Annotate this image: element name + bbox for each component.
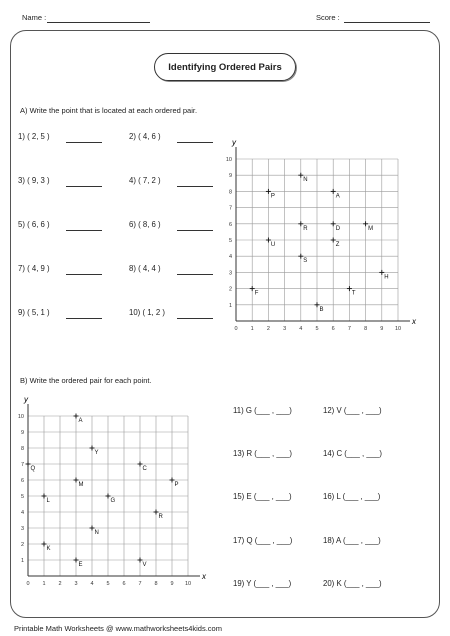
section-b-instruction: B) Write the ordered pair for each point.	[20, 376, 152, 385]
ordered-pair: ( 4, 4 )	[135, 264, 161, 273]
x-tick-label: 10	[394, 326, 402, 332]
y-tick-label: 9	[20, 430, 24, 436]
question-a-5	[18, 220, 50, 229]
question-b-20	[323, 579, 382, 588]
point-letter: V	[334, 406, 344, 415]
ordered-pair: ( 2, 5 )	[24, 132, 50, 141]
x-tick-label: 6	[122, 581, 126, 587]
x-tick-label: 4	[299, 326, 303, 332]
x-axis-label: x	[202, 572, 206, 581]
point-letter: K	[334, 579, 344, 588]
question-number: 3)	[18, 176, 25, 185]
question-a-7	[18, 264, 50, 273]
answer-line[interactable]	[177, 142, 213, 143]
x-tick-label: 5	[106, 581, 110, 587]
x-tick-label: 10	[184, 581, 192, 587]
question-b-18	[323, 536, 381, 545]
point-letter: R	[244, 449, 255, 458]
x-tick-label: 4	[90, 581, 94, 587]
point-n-label: N	[94, 530, 99, 536]
question-a-2	[129, 132, 161, 141]
x-tick-label: 6	[331, 326, 335, 332]
point-m-label: M	[368, 225, 374, 232]
question-number: 20)	[323, 579, 335, 588]
point-b-label: B	[319, 306, 324, 313]
y-tick-label: 3	[20, 526, 24, 532]
question-b-12	[323, 406, 382, 415]
y-axis-label: y	[232, 138, 236, 147]
name-label: Name :	[22, 13, 47, 22]
point-p-label: P	[270, 193, 275, 200]
x-tick-label: 7	[347, 326, 351, 332]
question-number: 11)	[233, 406, 244, 415]
question-number: 13)	[233, 449, 245, 458]
question-b-16	[323, 492, 380, 501]
point-y-label: Y	[94, 450, 99, 456]
point-n-label: N	[303, 177, 308, 184]
answer-line[interactable]	[66, 274, 102, 275]
answer-line[interactable]	[177, 318, 213, 319]
ordered-pair: ( 8, 6 )	[135, 220, 161, 229]
question-a-1	[18, 132, 50, 141]
answer-line[interactable]	[177, 274, 213, 275]
question-number: 10)	[129, 308, 141, 317]
point-l-label: L	[46, 498, 50, 504]
answer-blank[interactable]: (___ , ___)	[254, 536, 293, 545]
question-a-6	[129, 220, 161, 229]
x-tick-label: 0	[26, 581, 30, 587]
answer-blank[interactable]: (___ , ___)	[254, 449, 292, 458]
question-number: 15)	[233, 492, 245, 501]
question-a-4	[129, 176, 161, 185]
point-letter: L	[334, 492, 343, 501]
point-k-label: K	[46, 546, 51, 552]
ordered-pair: ( 6, 6 )	[24, 220, 50, 229]
question-number: 16)	[323, 492, 335, 501]
question-number: 1)	[18, 132, 25, 141]
point-p-label: P	[174, 482, 179, 488]
answer-line[interactable]	[66, 230, 102, 231]
y-tick-label: 9	[228, 173, 232, 180]
point-t-label: T	[351, 290, 356, 297]
y-tick-label: 3	[228, 270, 232, 277]
point-f-label: F	[254, 290, 259, 297]
y-tick-label: 10	[225, 157, 232, 163]
answer-line[interactable]	[177, 186, 213, 187]
question-number: 12)	[323, 406, 335, 415]
y-tick-label: 5	[20, 494, 24, 500]
y-axis-label: y	[24, 395, 28, 404]
answer-blank[interactable]: (___ , ___)	[253, 492, 292, 501]
answer-blank[interactable]: (___ , ___)	[342, 492, 381, 501]
score-label: Score :	[316, 13, 340, 22]
y-tick-label: 4	[228, 254, 232, 261]
ordered-pair: ( 4, 6 )	[135, 132, 161, 141]
question-number: 2)	[129, 132, 136, 141]
ordered-pair: ( 9, 3 )	[24, 176, 50, 185]
point-letter: G	[243, 406, 255, 415]
footer-text: Printable Math Worksheets @ www.mathworksheets4kids.com	[14, 624, 222, 633]
point-q-label: Q	[30, 466, 36, 472]
point-d-label: D	[335, 225, 341, 232]
x-tick-label: 0	[234, 326, 238, 332]
y-tick-label: 7	[20, 462, 24, 468]
y-tick-label: 10	[17, 414, 24, 420]
x-tick-label: 2	[58, 581, 62, 587]
question-number: 14)	[323, 449, 335, 458]
x-tick-label: 9	[170, 581, 174, 587]
point-s-label: S	[303, 258, 308, 265]
point-v-label: V	[142, 562, 147, 568]
section-a-instruction: A) Write the point that is located at each ordered pair.	[20, 106, 198, 115]
question-number: 18)	[323, 536, 335, 545]
point-g-label: G	[110, 498, 116, 504]
point-a-label: A	[335, 193, 340, 200]
x-tick-label: 3	[74, 581, 78, 587]
x-tick-label: 5	[315, 326, 319, 332]
answer-blank[interactable]: (___ , ___)	[254, 406, 292, 415]
x-tick-label: 8	[364, 326, 368, 332]
x-tick-label: 9	[380, 326, 384, 332]
x-tick-label: 7	[138, 581, 142, 587]
y-tick-label: 4	[20, 510, 24, 516]
y-tick-label: 1	[20, 558, 24, 564]
point-a-label: A	[78, 418, 83, 424]
y-tick-label: 6	[228, 221, 232, 228]
answer-line[interactable]	[66, 186, 102, 187]
answer-blank[interactable]: (___ , ___)	[343, 579, 382, 588]
question-a-3	[18, 176, 50, 185]
y-tick-label: 5	[228, 238, 232, 244]
answer-line[interactable]	[66, 318, 102, 319]
question-a-10	[129, 308, 165, 317]
question-number: 9)	[18, 308, 25, 317]
question-number: 4)	[129, 176, 136, 185]
y-tick-label: 1	[228, 302, 232, 309]
point-r-label: R	[158, 514, 163, 520]
x-tick-label: 8	[154, 581, 158, 587]
answer-blank[interactable]: (___ , ___)	[342, 536, 381, 545]
question-b-15	[233, 492, 292, 501]
question-number: 5)	[18, 220, 25, 229]
ordered-pair: ( 5, 1 )	[24, 308, 50, 317]
y-tick-label: 7	[228, 205, 232, 212]
y-tick-label: 6	[20, 478, 24, 484]
graph-b	[14, 390, 224, 600]
point-u-label: U	[270, 242, 276, 248]
y-tick-label: 8	[20, 446, 24, 452]
question-b-14	[323, 449, 382, 458]
point-m-label: M	[78, 482, 84, 488]
question-number: 17)	[233, 536, 245, 545]
ordered-pair: ( 1, 2 )	[140, 308, 165, 317]
answer-blank[interactable]: (___ , ___)	[343, 406, 382, 415]
question-b-11	[233, 406, 292, 415]
name-field[interactable]	[47, 22, 150, 23]
point-letter: C	[334, 449, 345, 458]
y-tick-label: 2	[228, 286, 232, 293]
question-number: 6)	[129, 220, 136, 229]
point-e-label: E	[78, 562, 83, 568]
question-a-8	[129, 264, 161, 273]
question-a-9	[18, 308, 50, 317]
x-tick-label: 1	[250, 326, 254, 332]
point-h-label: H	[384, 274, 389, 281]
point-z-label: Z	[335, 242, 340, 248]
ordered-pair: ( 4, 9 )	[24, 264, 50, 273]
x-tick-label: 2	[266, 326, 270, 332]
point-letter: Y	[244, 579, 254, 588]
question-b-17	[233, 536, 292, 545]
point-letter: A	[334, 536, 343, 545]
answer-line[interactable]	[177, 230, 213, 231]
y-tick-label: 8	[228, 189, 232, 196]
worksheet-title	[154, 53, 296, 81]
question-number: 8)	[129, 264, 136, 273]
point-r-label: R	[303, 225, 308, 232]
question-b-19	[233, 579, 291, 588]
point-letter: E	[244, 492, 254, 501]
y-tick-label: 2	[20, 542, 24, 548]
title-text: Identifying Ordered Pairs	[168, 61, 282, 73]
x-tick-label: 1	[42, 581, 46, 587]
question-number: 19)	[233, 579, 245, 588]
graph-a	[220, 122, 435, 332]
point-letter: Q	[244, 536, 255, 545]
answer-blank[interactable]: (___ , ___)	[344, 449, 382, 458]
x-tick-label: 3	[283, 326, 287, 332]
score-field[interactable]	[344, 22, 430, 23]
question-b-13	[233, 449, 292, 458]
answer-line[interactable]	[66, 142, 102, 143]
point-c-label: C	[142, 466, 147, 472]
question-number: 7)	[18, 264, 25, 273]
ordered-pair: ( 7, 2 )	[135, 176, 161, 185]
x-axis-label: x	[412, 317, 416, 326]
answer-blank[interactable]: (___ , ___)	[253, 579, 292, 588]
